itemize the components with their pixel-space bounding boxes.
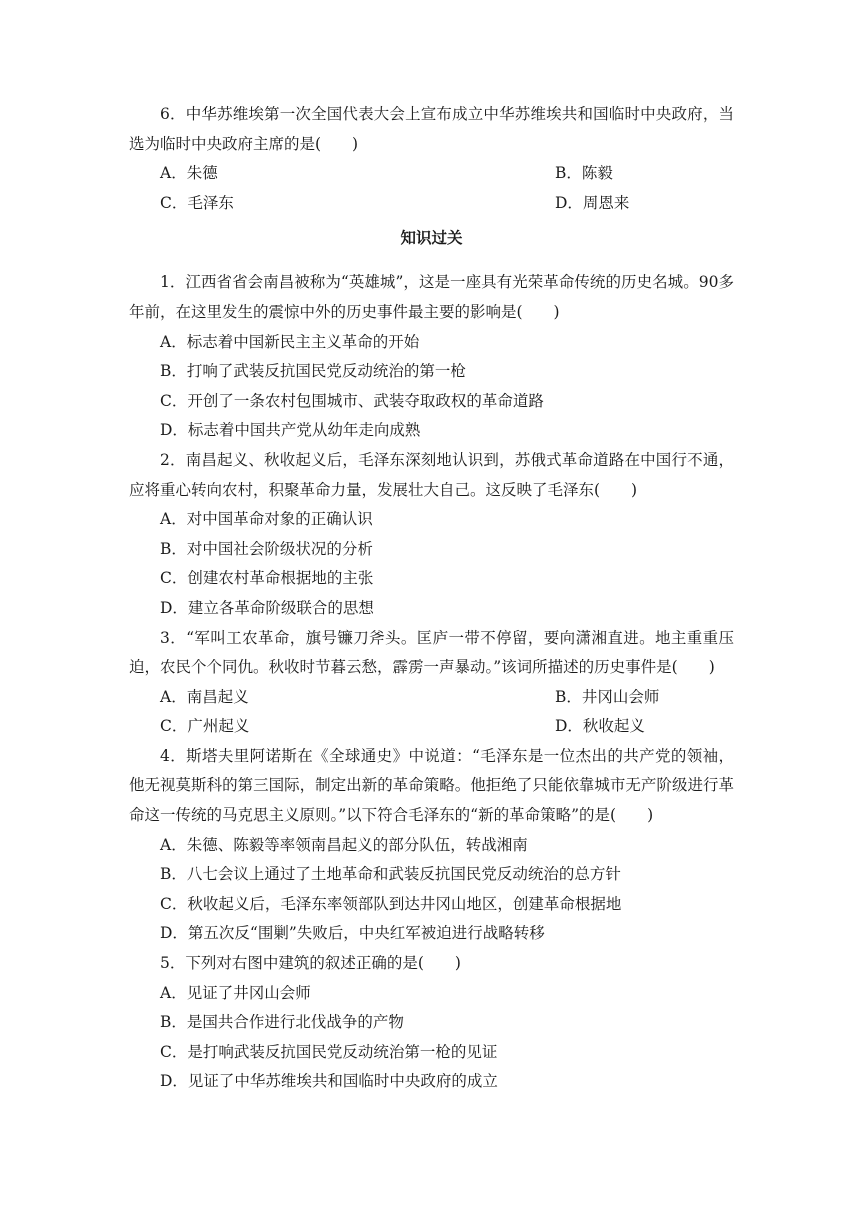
question-2 [129, 446, 734, 624]
option-a: A．对中国革命对象的正确认识 [160, 510, 373, 529]
option-a: A．标志着中国新民主主义革命的开始 [160, 332, 420, 351]
option-d: D．见证了中华苏维埃共和国临时中央政府的成立 [160, 1072, 498, 1091]
section-title: 知识过关 [400, 229, 463, 248]
option-c: C．开创了一条农村包围城市、武装夺取政权的革命道路 [160, 391, 544, 410]
option-b: B．对中国社会阶级状况的分析 [160, 539, 373, 558]
option-b: B．打响了武装反抗国民党反动统治的第一枪 [160, 362, 466, 381]
option-b: B．井冈山会师 [555, 687, 660, 706]
question-5 [129, 949, 734, 1097]
question-stem: 5．下列对右图中建筑的叙述正确的是( ) [160, 954, 461, 973]
option-a: A．见证了井冈山会师 [160, 983, 311, 1002]
option-d: D．第五次反“围剿”失败后，中央红军被迫进行战略转移 [160, 924, 545, 943]
option-a: A．朱德、陈毅等率领南昌起义的部分队伍，转战湘南 [160, 835, 528, 854]
question-stem: 2．南昌起义、秋收起义后，毛泽东深刻地认识到，苏俄式革命道路在中国行不通，应将重心转向农村，积聚革命力量，发展壮大自己。这反映了毛泽东( ) [129, 450, 734, 499]
option-b: B．八七会议上通过了土地革命和武装反抗国民党反动统治的总方针 [160, 865, 621, 884]
option-d: D．周恩来 [555, 193, 630, 212]
question-6 [129, 100, 734, 218]
question-stem: 6．中华苏维埃第一次全国代表大会上宣布成立中华苏维埃共和国临时中央政府，当选为临时中央政府主席的是( ) [129, 105, 734, 153]
question-1 [129, 268, 734, 446]
question-4 [129, 742, 734, 949]
option-c: C．是打响武装反抗国民党反动统治第一枪的见证 [160, 1042, 498, 1061]
question-3 [129, 624, 734, 742]
option-c: C．广州起义 [160, 717, 250, 736]
option-d: D．标志着中国共产党从幼年走向成熟 [160, 421, 421, 440]
option-row [129, 683, 734, 713]
option-row [129, 159, 734, 189]
option-c: C．毛泽东 [160, 193, 234, 212]
question-stem: 4．斯塔夫里阿诺斯在《全球通史》中说道：“毛泽东是一位杰出的共产党的领袖，他无视莫斯科的第三国际，制定出新的革命策略。他拒绝了只能依靠城市无产阶级进行革命这一传统的马克思主义原则。”以下符合毛泽东的“新的革命策略”的是( ) [129, 746, 734, 825]
question-stem: 1．江西省省会南昌被称为“英雄城”，这是一座具有光荣革命传统的历史名城。90多年前，在这里发生的震惊中外的历史事件最主要的影响是( ) [129, 273, 734, 321]
option-b: B．陈毅 [555, 164, 613, 183]
option-b: B．是国共合作进行北伐战争的产物 [160, 1013, 404, 1032]
option-c: C．秋收起义后，毛泽东率领部队到达井冈山地区，创建革命根据地 [160, 894, 622, 913]
question-stem: 3．“军叫工农革命，旗号镰刀斧头。匡庐一带不停留，要向潇湘直进。地主重重压迫，农民个个同仇。秋收时节暮云愁，霹雳一声暴动。”该词所描述的历史事件是( ) [129, 628, 734, 677]
option-a: A．南昌起义 [160, 687, 249, 706]
option-c: C．创建农村革命根据地的主张 [160, 569, 374, 588]
option-d: D．建立各革命阶级联合的思想 [160, 598, 374, 617]
option-d: D．秋收起义 [555, 717, 645, 736]
option-a: A．朱德 [160, 164, 218, 183]
option-row [129, 712, 734, 742]
option-row [129, 189, 734, 219]
